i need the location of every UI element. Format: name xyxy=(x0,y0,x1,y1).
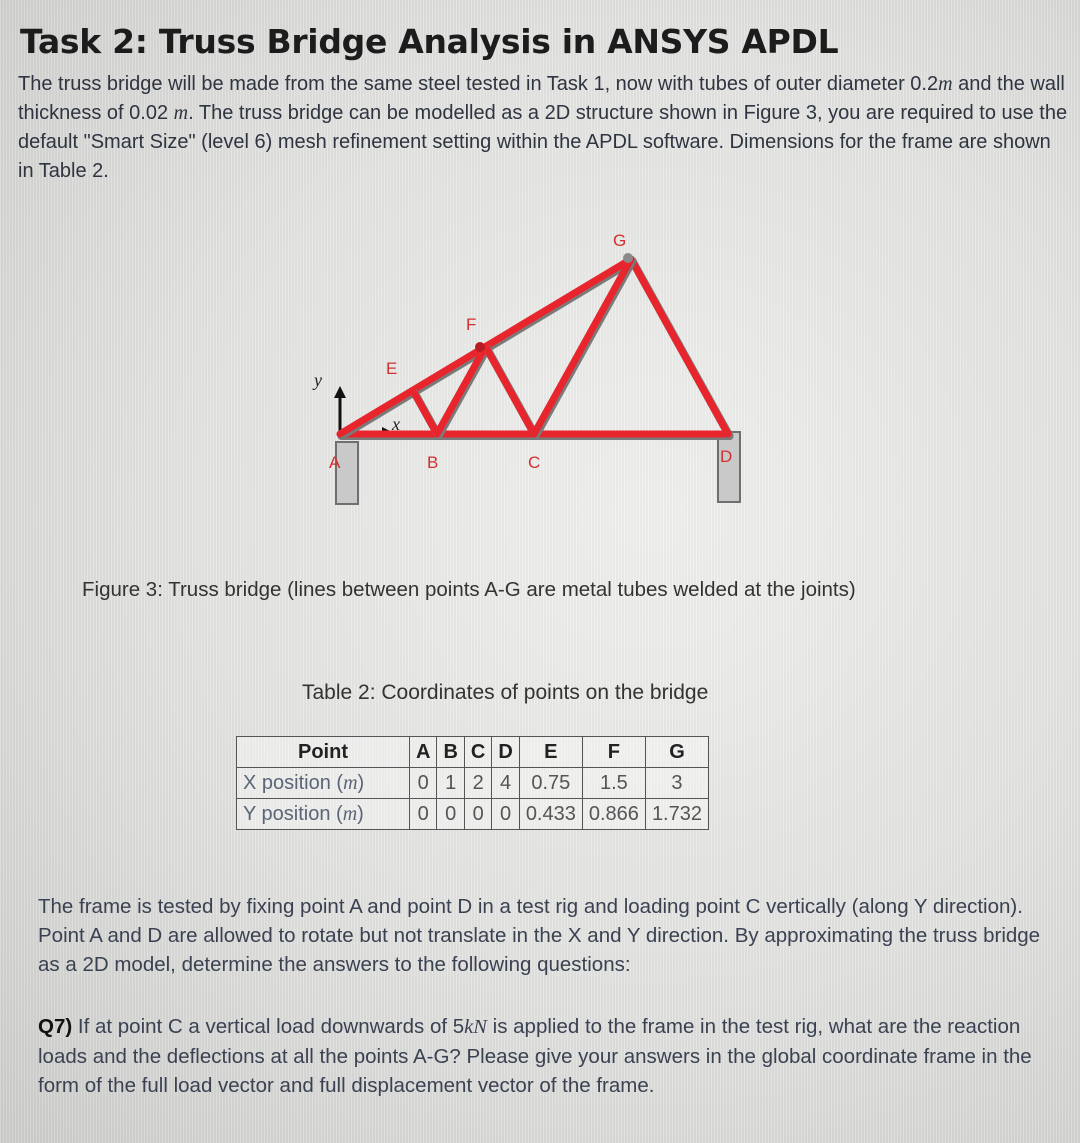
table-header-cell: B xyxy=(437,737,464,768)
question-text-2: is applied to the frame in the test rig, what are the reaction loads and the deflections at all the points A-G? Please give your answers in the global coordinate frame in the form of the full load vector and full displacement vector of the frame. xyxy=(38,1015,1032,1097)
coordinates-table xyxy=(236,736,709,830)
point-label-e: E xyxy=(386,359,398,378)
member-eb xyxy=(413,390,437,434)
row-label-y: Y position (m) xyxy=(237,799,410,830)
table-cell: 3 xyxy=(645,768,708,799)
table-cell: 2 xyxy=(464,768,491,799)
table-header-cell: G xyxy=(645,737,708,768)
table-caption: Table 2: Coordinates of points on the bridge xyxy=(302,681,709,704)
question-label: Q7) xyxy=(38,1015,73,1038)
point-label-b: B xyxy=(427,453,439,472)
point-label-f: F xyxy=(466,315,477,334)
point-label-g: G xyxy=(613,231,627,250)
table-header-cell: A xyxy=(410,737,437,768)
table-cell: 0.433 xyxy=(519,799,582,830)
axis-label-x: x xyxy=(392,414,400,434)
row-label-x-unit: m xyxy=(343,771,358,794)
row-label-y-unit: m xyxy=(342,802,358,825)
table-row-x xyxy=(237,768,709,799)
member-gd xyxy=(631,259,728,434)
table-cell: 1.732 xyxy=(645,799,708,830)
point-label-d: D xyxy=(720,447,733,466)
table-cell: 0.866 xyxy=(582,799,645,830)
intro-text-3: . The truss bridge can be modelled as a 2D structure shown in Figure 3, you are required to use the default "Smart Size" (level 6) mesh refinement setting within the APDL software. Dimensions for the frame are shown in Table 2. xyxy=(18,102,1068,182)
table-row-y xyxy=(237,799,709,830)
table-cell: 4 xyxy=(492,768,519,799)
page-title: Task 2: Truss Bridge Analysis in ANSYS APDL xyxy=(20,22,839,61)
truss-bridge-figure xyxy=(314,228,760,518)
table-cell: 1.5 xyxy=(582,768,645,799)
support-d xyxy=(718,432,740,502)
intro-text-2: and the wall thickness of 0.02 xyxy=(18,73,1065,124)
table-cell: 0 xyxy=(492,799,519,830)
table-cell: 0 xyxy=(410,768,437,799)
intro-unit-2: m xyxy=(173,102,189,124)
test-description: The frame is tested by fixing point A and point D in a test rig and loading point C vertically (along Y direction). Point A and D are allowed to rotate but not translate in the X and Y direction. By approximating the truss bridge as a 2D model, determine the answers to the following questions: xyxy=(38,895,1041,976)
table-cell: 1 xyxy=(437,768,464,799)
table-header-cell: Point xyxy=(237,737,410,768)
question-unit: kN xyxy=(464,1016,487,1038)
table-header-row xyxy=(237,737,709,768)
row-label-x-text: X position ( xyxy=(243,771,344,794)
support-a xyxy=(336,442,358,504)
question-text-1: If at point C a vertical load downwards of 5 xyxy=(72,1015,465,1038)
point-label-a: A xyxy=(329,453,341,472)
member-fc xyxy=(486,347,535,434)
table-cell: 0 xyxy=(437,799,464,830)
point-label-c: C xyxy=(528,453,541,472)
row-label-x: X position (m) xyxy=(237,768,410,799)
row-label-y-text: Y position ( xyxy=(243,802,343,825)
intro-unit-1: m xyxy=(938,73,953,95)
table-header-cell: C xyxy=(464,737,491,768)
question-q7 xyxy=(38,1012,1063,1100)
table-cell: 0 xyxy=(410,799,437,830)
figure-caption: Figure 3: Truss bridge (lines between points A-G are metal tubes welded at the joints) xyxy=(82,578,856,601)
intro-text-1: The truss bridge will be made from the same steel tested in Task 1, now with tubes of outer diameter 0.2 xyxy=(18,73,939,95)
table-cell: 0 xyxy=(464,799,491,830)
table-cell: 0.75 xyxy=(519,768,582,799)
axis-label-y: y xyxy=(314,370,322,390)
table-header-cell: D xyxy=(492,737,519,768)
table-header-cell: E xyxy=(519,737,582,768)
intro-paragraph xyxy=(18,70,1068,186)
table-header-cell: F xyxy=(582,737,645,768)
truss-members xyxy=(340,259,730,436)
